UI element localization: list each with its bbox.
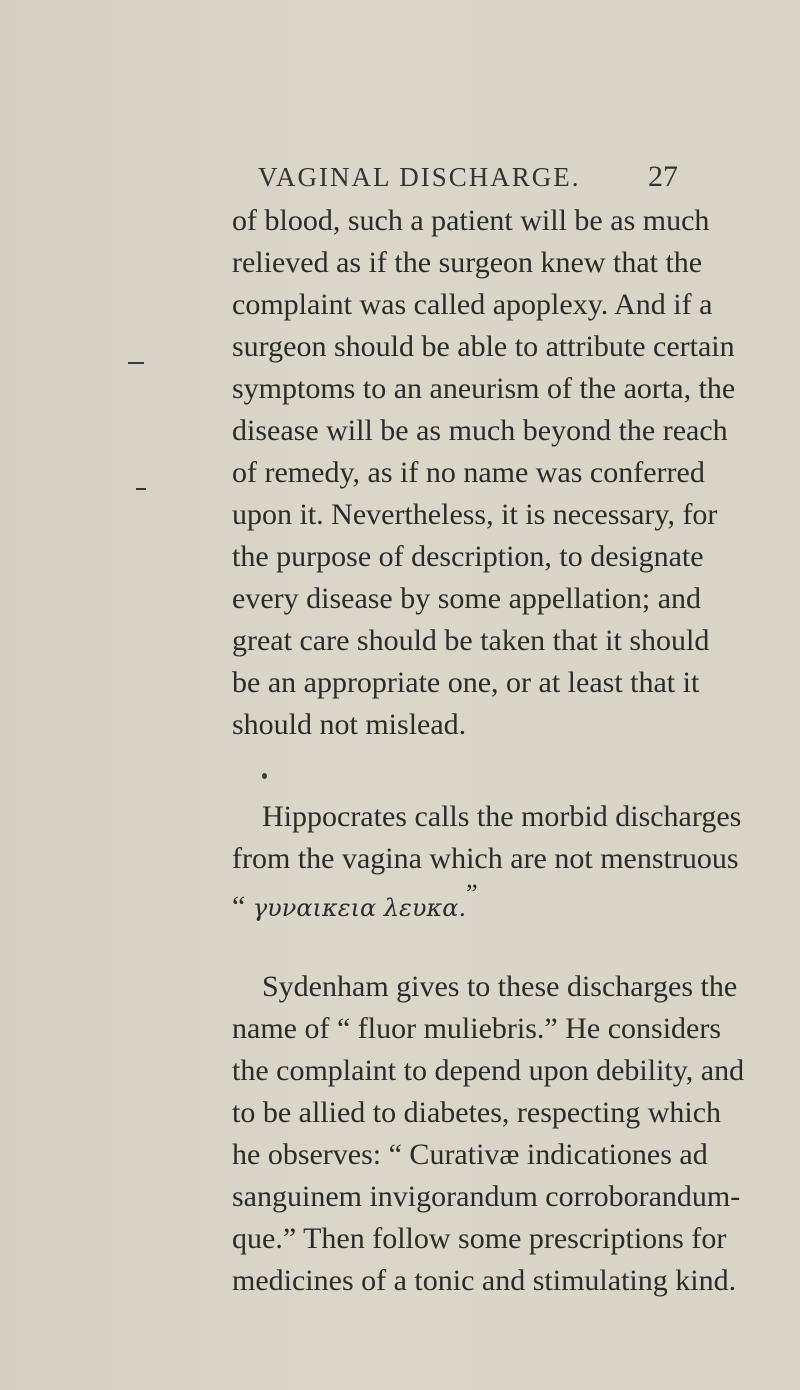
text-line: symptoms to an aneurism of the aorta, the (232, 372, 736, 405)
text-line: upon it. Nevertheless, it is necessary, for (232, 498, 718, 531)
text-line: should not mislead. (232, 708, 467, 741)
text-line: surgeon should be able to attribute certain (232, 330, 735, 363)
text-line: sanguinem invigorandum corroborandum- (232, 1180, 741, 1213)
greek-text: γυναικεια λευκα. (252, 894, 467, 922)
page-number: 27 (648, 160, 678, 193)
margin-dash (136, 488, 146, 490)
text-line: to be allied to diabetes, respecting which (232, 1096, 722, 1129)
close-quote: ” (466, 879, 478, 908)
text-line: every disease by some appellation; and (232, 582, 702, 615)
margin-dash (128, 362, 144, 364)
running-title: VAGINAL DISCHARGE. (258, 162, 581, 192)
page-header (258, 160, 698, 200)
text-line: of remedy, as if no name was conferred (232, 456, 705, 489)
text-line: of blood, such a patient will be as much (232, 204, 710, 237)
open-quote: “ (232, 890, 246, 923)
text-line: be an appropriate one, or at least that it (232, 666, 700, 699)
ink-speck (262, 773, 267, 779)
text-line: name of “ fluor muliebris.” He considers (232, 1012, 722, 1045)
text-line: he observes: “ Curativæ indicationes ad (232, 1138, 708, 1171)
text-line: the complaint to depend upon debility, and (232, 1054, 745, 1087)
text-line: the purpose of description, to designate (232, 540, 704, 573)
text-line: from the vagina which are not menstruous (232, 842, 739, 875)
text-line: complaint was called apoplexy. And if a (232, 288, 713, 321)
text-line: disease will be as much beyond the reach (232, 414, 728, 447)
text-line: medicines of a tonic and stimulating kind. (232, 1264, 737, 1297)
text-line: que.” Then follow some prescriptions for (232, 1222, 727, 1255)
text-line: relieved as if the surgeon knew that the (232, 246, 703, 279)
text-line: Sydenham gives to these discharges the (262, 970, 738, 1003)
greek-quote (232, 879, 478, 924)
text-line: great care should be taken that it should (232, 624, 710, 657)
text-line: Hippocrates calls the morbid discharges (262, 800, 742, 833)
